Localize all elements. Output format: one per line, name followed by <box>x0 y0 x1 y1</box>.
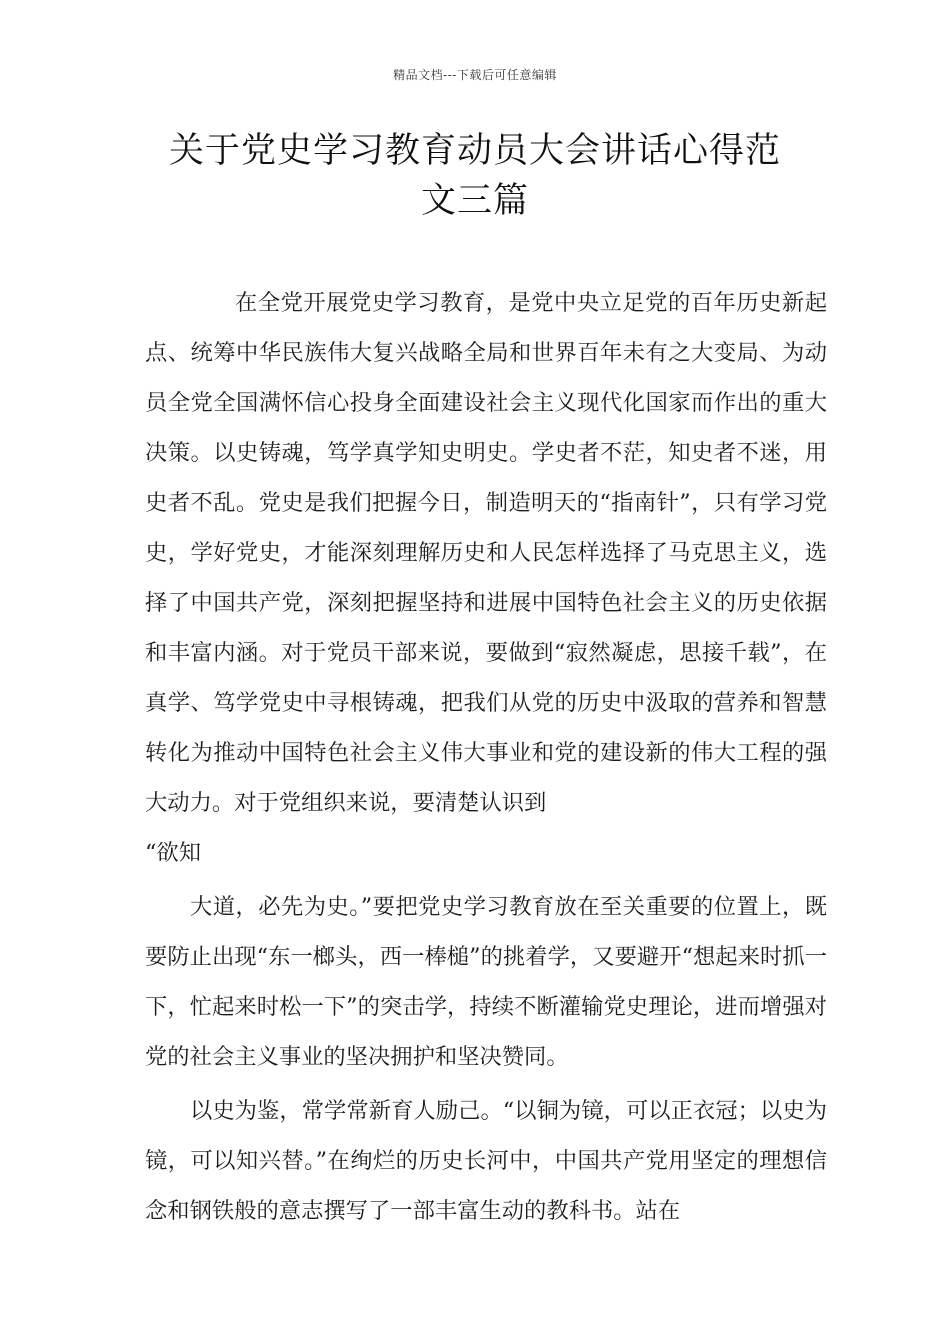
paragraph-2: 大道，必先为史。”要把党史学习教育放在至关重要的位置上，既要防止出现“东一榔头，西一棒槌”的挑着学，又要避开“想起来时抓一下，忙起来时松一下”的突击学，持续不断灌输党史理论，进而增强对党的社会主义事业的坚决拥护和坚决赞同。 <box>145 894 827 1070</box>
paragraph-1-tail: “欲知 <box>145 840 201 866</box>
paragraph-3: 以史为鉴，常学常新育人励己。“以铜为镜，可以正衣冠；以史为镜，可以知兴替。”在绚烂的历史长河中，中国共产党用坚定的理想信念和钢铁般的意志撰写了一部丰富生动的教科书。站在 <box>145 1098 827 1224</box>
header-note: 精品文档---下载后可任意编辑 <box>393 68 557 82</box>
document-title <box>130 126 820 226</box>
title-line-1: 关于党史学习教育动员大会讲话心得范 <box>168 131 781 171</box>
paragraph-1-text: 在全党开展党史学习教育，是党中央立足党的百年历史新起点、统筹中华民族伟大复兴战略全局和世界百年未有之大变局、为动员全党全国满怀信心投身全面建设社会主义现代化国家而作出的重大决策。以史铸魂，笃学真学知史明史。学史者不茫，知史者不迷，用史者不乱。党史是我们把握今日，制造明天的“指南针”，只有学习党史，学好党史，才能深刻理解历史和人民怎样选择了马克思主义，选择了中国共产党，深刻把握坚持和进展中国特色社会主义的历史依据和丰富内涵。对于党员干部来说，要做到“寂然凝虑，思接千载”，在真学、笃学党史中寻根铸魂，把我们从党的历史中汲取的营养和智慧转化为推动中国特色社会主义伟大事业和党的建设新的伟大工程的强大动力。对于党组织来说，要清楚认识到 <box>145 290 827 816</box>
title-line-2: 文三篇 <box>420 181 529 221</box>
document-body <box>145 278 827 1236</box>
paragraph-1 <box>145 278 827 878</box>
